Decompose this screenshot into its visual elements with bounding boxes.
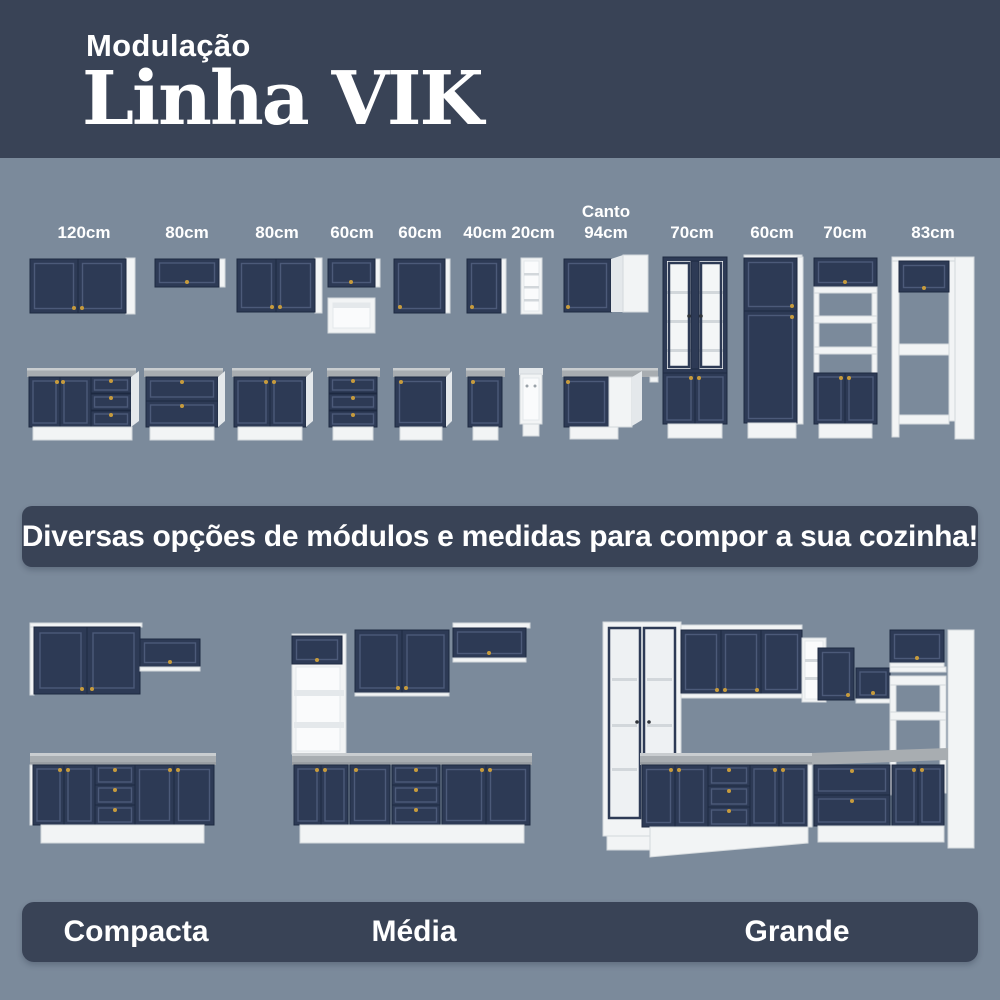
size-label-wall-40: 40cm [463, 223, 507, 242]
set-label-media: Média [371, 915, 457, 948]
size-label-tall-83: 83cm [911, 223, 955, 242]
size-label-wall-80a: 80cm [165, 223, 209, 242]
size-label-tall-70a: 70cm [670, 223, 714, 242]
kitchen-grande-image [603, 622, 974, 857]
banner-text: Diversas opções de módulos e medidas para compor a sua cozinha! [21, 519, 979, 553]
banner [22, 506, 978, 567]
page-title: Linha VIK [82, 56, 482, 142]
set-label-grande: Grande [744, 915, 850, 948]
header-subtitle: Modulação [86, 28, 251, 63]
size-label-wall-80b: 80cm [255, 223, 299, 242]
set-label-compacta: Compacta [63, 915, 209, 948]
corner-label-line2: 94cm [584, 223, 628, 242]
module-wall-corner-94cm [564, 255, 648, 312]
module-base-60cm-door [393, 368, 452, 440]
module-base-120cm [27, 368, 139, 440]
module-tall-60cm-pantry [744, 255, 803, 438]
size-label-wall-60a: 60cm [330, 223, 374, 242]
corner-label-line1: Canto [581, 202, 631, 221]
size-label-wall-120: 120cm [57, 223, 111, 242]
kitchen-media-image [292, 623, 532, 843]
module-base-80cm-doors [232, 368, 313, 440]
module-base-40cm [466, 368, 505, 440]
module-wall-80cm [237, 258, 322, 313]
size-label-wall-20: 20cm [511, 223, 555, 242]
module-wall-40cm [467, 259, 506, 313]
size-label-tall-60: 60cm [750, 223, 794, 242]
size-label-tall-70b: 70cm [823, 223, 867, 242]
module-wall-120cm [30, 258, 135, 314]
module-tall-83cm-oven [892, 257, 974, 439]
module-base-60cm-drawers [327, 368, 380, 440]
module-tall-70cm-glass [663, 257, 727, 438]
module-wall-80cm-flip [155, 259, 225, 287]
module-open-shelf-20cm [521, 258, 542, 314]
module-base-20cm-open [519, 368, 543, 436]
size-label-wall-60b: 60cm [398, 223, 442, 242]
module-tall-70cm-open [814, 258, 877, 438]
module-base-corner-94cm [562, 368, 658, 439]
module-base-80cm-drawers [144, 368, 225, 440]
module-wall-60cm-flip-niche [328, 259, 380, 333]
module-wall-60cm [394, 259, 450, 313]
kitchen-compacta-image [30, 623, 216, 843]
